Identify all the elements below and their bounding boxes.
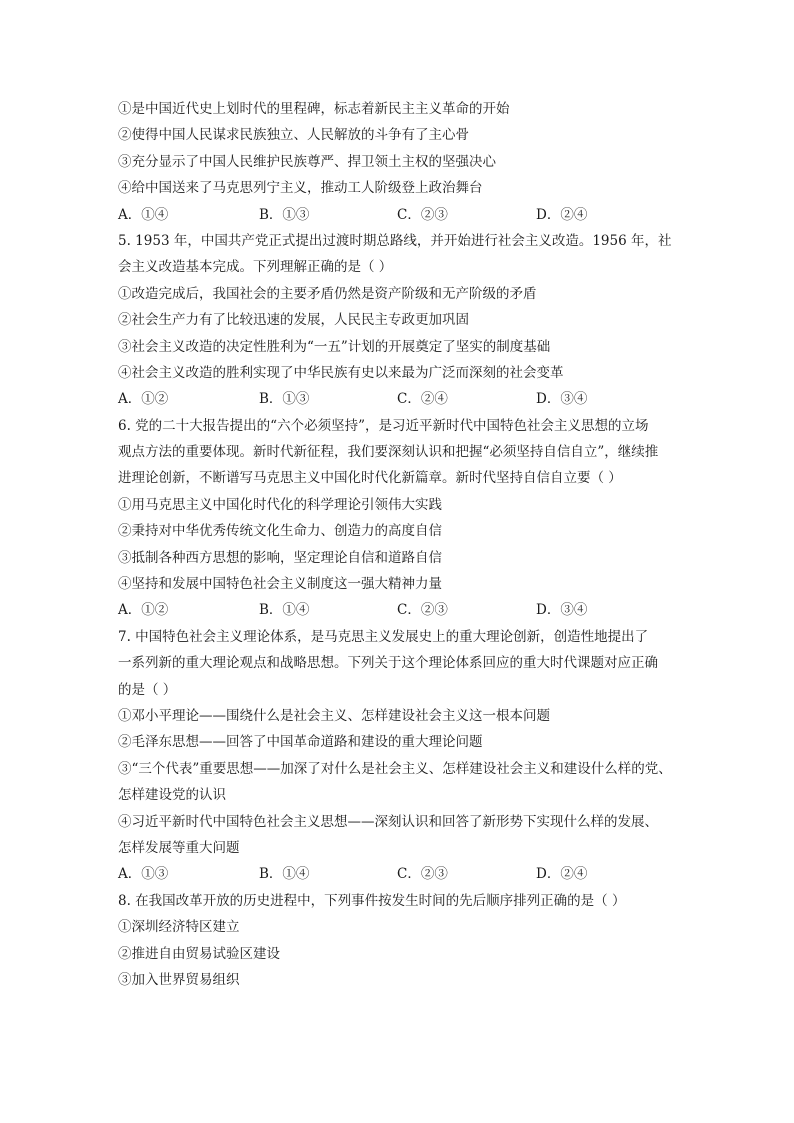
statement-line: ④给中国送来了马克思列宁主义，推动工人阶级登上政治舞台 <box>118 180 483 197</box>
statement-line: ③“三个代表”重要思想——加深了对什么是社会主义、怎样建设社会主义和建设什么样的党、 <box>118 760 672 777</box>
question-stem: 5. 1953 年，中国共产党正式提出过渡时期总路线，并开始进行社会主义改造。1956 年，社 <box>118 232 672 249</box>
answer-options <box>118 597 678 623</box>
statement-line: ④坚持和发展中国特色社会主义制度这一强大精神力量 <box>118 576 442 593</box>
option-d: D．③④ <box>536 391 588 408</box>
question-5 <box>118 228 678 413</box>
question-8 <box>118 888 678 994</box>
question-stem: 的是（ ） <box>118 681 177 698</box>
option-b: B．①③ <box>259 391 310 408</box>
question-stem: 7. 中国特色社会主义理论体系，是马克思主义发展史上的重大理论创新，创造性地提出了 <box>118 628 649 645</box>
statement-line: ②社会生产力有了比较迅速的发展，人民民主专政更加巩固 <box>118 312 469 329</box>
question-stem: 一系列新的重大理论观点和战略思想。下列关于这个理论体系回应的重大时代课题对应正确 <box>118 655 658 672</box>
statement-line: ②秉持对中华优秀传统文化生命力、创造力的高度自信 <box>118 523 442 540</box>
answer-options <box>118 202 678 228</box>
statement-line: ①是中国近代史上划时代的里程碑，标志着新民主主义革命的开始 <box>118 101 510 117</box>
option-b: B．①④ <box>259 602 310 619</box>
option-a: A．①② <box>118 602 169 619</box>
option-a: A．①③ <box>118 866 169 883</box>
answer-options <box>118 861 678 887</box>
question-7 <box>118 624 678 888</box>
question-stem: 8. 在我国改革开放的历史进程中，下列事件按发生时间的先后顺序排列正确的是（ ） <box>118 892 626 909</box>
option-c: C．②③ <box>397 866 448 883</box>
statement-line: ③社会主义改造的决定性胜利为“一五”计划的开展奠定了坚实的制度基础 <box>118 338 551 355</box>
question-stem: 进理论创新，不断谱写马克思主义中国化时代化新篇章。新时代坚持自信自立要（ ） <box>118 470 622 487</box>
question-4-tail <box>118 96 678 228</box>
statement-line: ④习近平新时代中国特色社会主义思想——深刻认识和回答了新形势下实现什么样的发展、 <box>118 813 658 830</box>
option-c: C．②④ <box>397 391 448 408</box>
option-d: D．③④ <box>536 602 588 619</box>
statement-line: ④社会主义改造的胜利实现了中华民族有史以来最为广泛而深刻的社会变革 <box>118 364 564 381</box>
option-c: C．②③ <box>397 602 448 619</box>
option-d: D．②④ <box>536 206 588 223</box>
option-b: B．①③ <box>259 206 310 223</box>
statement-line: ①改造完成后，我国社会的主要矛盾仍然是资产阶级和无产阶级的矛盾 <box>118 285 537 302</box>
question-stem: 6. 党的二十大报告提出的“六个必须坚持”，是习近平新时代中国特色社会主义思想的立场 <box>118 417 649 434</box>
statement-line: ③抵制各种西方思想的影响，坚定理论自信和道路自信 <box>118 549 442 566</box>
option-d: D．②④ <box>536 866 588 883</box>
question-6 <box>118 413 678 624</box>
option-c: C．②③ <box>397 206 448 223</box>
statement-line: ①用马克思主义中国化时代化的科学理论引领伟大实践 <box>118 496 442 513</box>
option-a: A．①② <box>118 391 169 408</box>
statement-line: ①邓小平理论——围绕什么是社会主义、怎样建设社会主义这一根本问题 <box>118 707 550 724</box>
statement-line: ③充分显示了中国人民维护民族尊严、捍卫领土主权的坚强决心 <box>118 153 496 170</box>
statement-line: ②推进自由贸易试验区建设 <box>118 945 280 962</box>
statement-line: ①深圳经济特区建立 <box>118 919 240 936</box>
exam-page <box>118 96 678 993</box>
statement-line: 怎样建设党的认识 <box>118 787 226 804</box>
statement-line: 怎样发展等重大问题 <box>118 839 240 856</box>
answer-options <box>118 386 678 412</box>
statement-line: ③加入世界贸易组织 <box>118 971 240 988</box>
statement-line: ②毛泽东思想——回答了中国革命道路和建设的重大理论问题 <box>118 734 483 751</box>
statement-line: ②使得中国人民谋求民族独立、人民解放的斗争有了主心骨 <box>118 127 469 144</box>
option-b: B．①④ <box>259 866 310 883</box>
option-a: A．①④ <box>118 206 169 223</box>
question-stem: 会主义改造基本完成。下列理解正确的是（ ） <box>118 259 393 276</box>
question-stem: 观点方法的重要体现。新时代新征程，我们要深刻认识和把握“必须坚持自信自立”，继续推 <box>118 444 659 461</box>
